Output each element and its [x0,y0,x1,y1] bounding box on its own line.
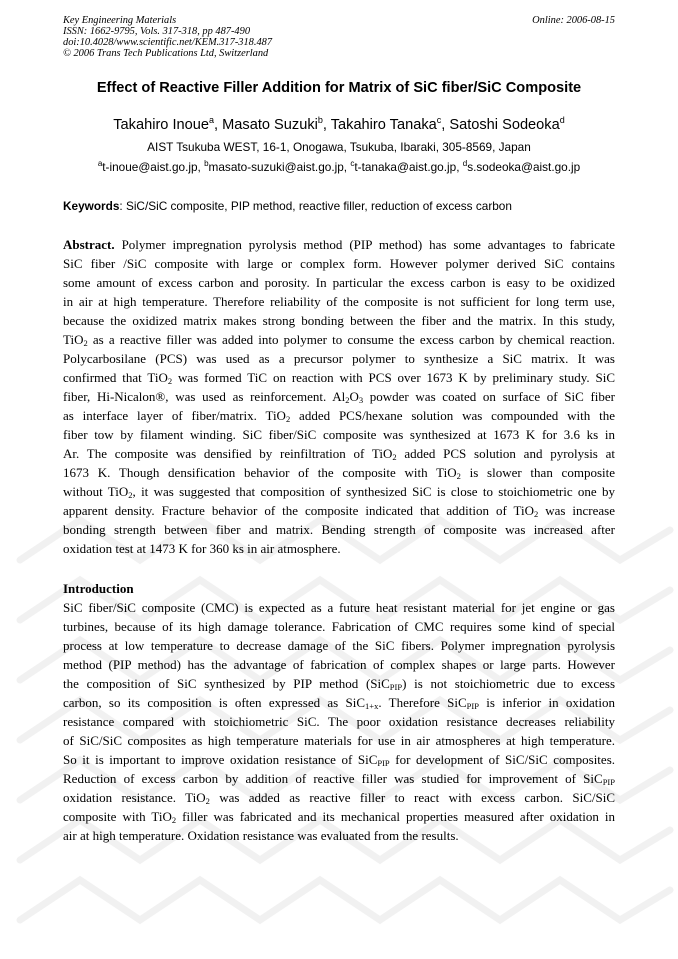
text-line [63,712,615,731]
journal-header [63,15,615,59]
text-run: air at high temperature. Oxidation resistance was evaluated from the results. [63,828,459,844]
text-run: because the oxidized matrix makes strong bonding between the fiber and the matrix. In this study, [63,313,615,329]
text-line [63,693,615,712]
author: Satoshi Sodeoka [449,117,560,133]
text-line [63,444,615,463]
text-run: fiber, Hi-Nicalon®, was used as reinforcement. Al [63,389,346,405]
text-run: for development of SiC/SiC composites. [389,752,615,768]
abstract-label: Abstract. [63,237,115,252]
text-run: oxidation test at 1473 K for 360 ks in air atmosphere. [63,541,341,557]
text-run: Polymer impregnation pyrolysis method (PIP method) has some advantages to fabricate [114,237,615,252]
text-run: as interface layer of fiber/matrix. TiO [63,408,286,424]
subscript: 2 [534,509,539,520]
text-run: , it was suggested that composition of synthesized SiC is close to stoichiometric one by [132,484,616,500]
text-run: method (PIP method) has the advantage of fabrication of complex shapes or large parts. However [63,657,615,673]
text-run: was increase [538,503,615,519]
subscript: 2 [205,796,210,807]
text-line [63,311,615,330]
text-run: composite with TiO [63,809,172,825]
abstract [63,235,615,558]
text-run: SiC fiber /SiC composite with large or complex form. However polymer derived SiC contains [63,256,615,272]
text-run: ) is not stoichiometric due to excess [402,676,616,692]
text-line [63,769,615,788]
text-line [63,788,615,807]
subscript: 2 [83,338,88,349]
subscript: 2 [128,490,133,501]
text-line [63,539,615,558]
text-run: process at low temperature to decrease damage of the SiC fibers. Polymer impregnation pyrolysis [63,638,615,654]
journal-copyright: © 2006 Trans Tech Publications Ltd, Switzerland [63,48,269,59]
email-mark: c [350,159,355,168]
subscript: 2 [285,414,291,425]
text-run: O [349,389,359,405]
text-line [63,235,615,254]
text-run: Reduction of excess carbon by addition of reactive filler was studied for improvement of SiC [63,771,603,787]
text-run: So it is important to improve oxidation resistance of SiC [63,752,378,768]
email-address: s.sodeoka@aist.go.jp [467,160,581,174]
subscript: 2 [456,471,461,482]
author-affil-mark: c [436,115,442,125]
keywords-label: Keywords [63,199,120,213]
text-run: the composition of SiC synthesized by PIP method (SiC [63,676,390,692]
text-line [63,463,615,482]
text-run: carbon, so its composition is often expressed as SiC [63,695,366,711]
text-run: as a reactive filler was added into polymer to consume the excess carbon by chemical reaction. [87,332,615,348]
text-run: is inferior in oxidation [478,695,615,711]
subscript: 1+x [365,701,379,712]
online-date: Online: 2006-08-15 [532,15,615,26]
text-line [63,368,615,387]
author-affil-mark: a [209,115,215,125]
text-run: Polycarbosilane (PCS) was used as a precursor polymer to synthesize a SiC matrix. It was [63,351,615,367]
text-run: confirmed that TiO [63,370,168,386]
text-run: of SiC/SiC composites as high temperature materials for use in air atmospheres at high temperature. [63,733,615,749]
text-line [63,598,615,617]
text-line [63,617,615,636]
text-line [63,636,615,655]
text-run: in air at high temperature. Therefore reliability of the composite is not sufficient for long term use, [63,294,615,310]
text-line [63,349,615,368]
subscript: 2 [392,452,397,463]
text-run: without TiO [63,484,129,500]
author: Takahiro Inoue [113,117,210,133]
introduction-text [63,598,615,845]
text-run: bonding strength between fiber and matrix. Bending strength of composite was increased after [63,522,615,538]
subscript: PIP [466,701,479,712]
text-line [63,330,615,349]
text-run: was added as reactive filler to react with excess carbon. SiC/SiC [209,790,615,806]
text-line [63,674,615,693]
text-line [63,406,615,425]
text-line [63,655,615,674]
keywords [63,199,615,213]
author-affil-mark: b [317,115,323,125]
text-run: added PCS/hexane solution was compounded with the [290,408,616,424]
text-run: Ar. The composite was densified by reinfiltration of TiO [63,446,393,462]
text-run: TiO [63,332,84,348]
text-run: filler was fabricated and its mechanical properties measured after oxidation in [176,809,616,825]
text-line [63,482,615,501]
subscript: 3 [358,395,364,406]
email-mark: b [204,159,209,168]
text-run: 1673 K. Though densification behavior of the composite with TiO [63,465,457,481]
text-line [63,292,615,311]
text-run: powder was coated on surface of SiC fiber [363,389,615,405]
author-list: Takahiro Inoue$^a$, Masato Suzuki$^b$, Takahiro Tanaka$^c$, Satoshi Sodeoka$^d$ [113,115,565,133]
text-run: some amount of excess carbon and porosity. In particular the excess carbon is easy to be oxidized [63,275,615,291]
text-line [63,425,615,444]
text-run: . Therefore SiC [378,695,467,711]
subscript: 2 [171,815,177,826]
text-run: resistance compared with stoichiometric SiC. The poor oxidation resistance decreases reliability [63,714,615,730]
email-mark: a [97,159,103,168]
journal-issn: ISSN: 1662-9795, Vols. 317-318, pp 487-490 [63,26,251,37]
paper-title: Effect of Reactive Filler Addition for Matrix of SiC fiber/SiC Composite [96,80,582,96]
text-run: was formed TiC on reaction with PCS over 1673 K by preliminary study. SiC [172,370,615,386]
subscript: 2 [345,395,350,406]
text-line [63,807,615,826]
author-affil-mark: d [559,115,565,125]
keywords-text: : SiC/SiC composite, PIP method, reactive filler, reduction of excess carbon [119,199,512,213]
text-line [63,501,615,520]
text-run: apparent density. Fracture behavior of the composite indicated that addition of TiO [63,503,535,519]
email-list: $^a$t-inoue@aist.go.jp, $^b$masato-suzuki@aist.go.jp, $^c$t-tanaka@aist.go.jp, $^d$s.sodeoka@aist.go.jp [97,159,581,174]
subscript: 2 [167,376,173,387]
email-address: t-inoue@aist.go.jp [102,160,198,174]
text-line [63,273,615,292]
journal-name: Key Engineering Materials [63,15,177,26]
text-line [63,387,615,406]
text-line [63,826,615,845]
subscript: PIP [602,777,615,788]
text-line [63,254,615,273]
subscript: PIP [389,682,403,693]
email-address: t-tanaka@aist.go.jp [354,160,457,174]
subscript: PIP [377,758,390,769]
author: Takahiro Tanaka [330,117,437,133]
author: Masato Suzuki [222,117,318,133]
journal-doi: doi:10.4028/www.scientific.net/KEM.317-318.487 [63,37,273,48]
email-mark: d [462,159,468,168]
text-run: added PCS solution and pyrolysis at [396,446,616,462]
text-run: fiber tow by filament winding. SiC fiber/SiC composite was synthesized at 1673 K for 3.6 ks in [63,427,615,443]
text-line [63,520,615,539]
text-run: is slower than composite [460,465,615,481]
affiliation: AIST Tsukuba WEST, 16-1, Onogawa, Tsukuba, Ibaraki, 305-8569, Japan [147,140,531,154]
text-run: SiC fiber/SiC composite (CMC) is expected as a future heat resistant material for jet engine or gas [63,600,615,615]
text-run: turbines, because of its high damage tolerance. Fabrication of CMC requires some kind of special [63,619,615,635]
section-heading-introduction: Introduction [63,581,134,596]
text-line [63,750,615,769]
text-line [63,731,615,750]
text-run: oxidation resistance. TiO [63,790,206,806]
email-address: masato-suzuki@aist.go.jp [208,160,344,174]
